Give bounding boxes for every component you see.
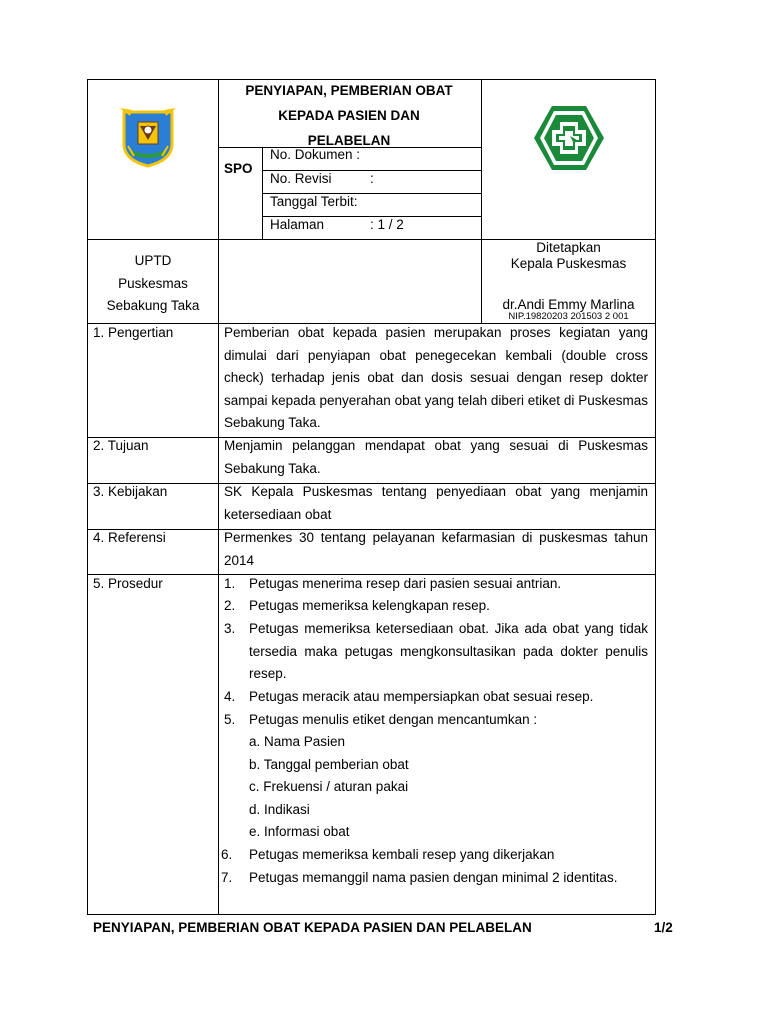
doc-number-label: No. Dokumen : — [270, 147, 361, 162]
page-value: : 1 / 2 — [370, 217, 404, 232]
step-text: Petugas menerima resep dari pasien sesuai antrian. — [249, 576, 562, 591]
step-text: Petugas memeriksa ketersediaan obat. Jika ada obat yang tidak tersedia maka petugas mengkonsultasikan pada dokter penulis resep. — [249, 621, 648, 682]
step-text: Petugas memeriksa kelengkapan resep. — [249, 598, 490, 613]
step-number: 4. — [224, 689, 236, 704]
puskesmas-logo-icon — [532, 104, 606, 172]
step-text: Petugas memanggil nama pasien dengan minimal 2 identitas. — [249, 870, 618, 885]
section-label-prosedur: 5. Prosedur — [93, 576, 163, 591]
revision-label: No. Revisi — [270, 171, 332, 186]
table-border-bottom — [87, 914, 656, 915]
section-text-referensi: Permenkes 30 tentang pelayanan kefarmasian di puskesmas tahun 2014 — [224, 530, 648, 568]
table-border-right — [655, 79, 656, 915]
footer-title: PENYIAPAN, PEMBERIAN OBAT KEPADA PASIEN DAN PELABELAN — [93, 920, 532, 935]
section-label-tujuan: 2. Tujuan — [93, 438, 149, 453]
unit-name: UPTD Puskesmas Sebakung Taka — [106, 253, 200, 314]
page-label: Halaman — [270, 217, 325, 232]
section-text-tujuan: Menjamin pelanggan mendapat obat yang sesuai di Puskesmas Sebakung Taka. — [224, 438, 648, 476]
issue-date-label: Tanggal Terbit: — [270, 194, 358, 209]
step-number: 5. — [224, 712, 236, 727]
approval-block: Ditetapkan Kepala Puskesmas — [510, 240, 627, 271]
step-text: Petugas menulis etiket dengan mencantumkan : — [249, 712, 538, 727]
step-number: 3. — [224, 621, 236, 636]
sub-item: b. Tanggal pemberian obat — [249, 757, 409, 772]
revision-colon: : — [370, 171, 374, 186]
approver-nip: NIP.19820203 201503 2 001 — [508, 311, 629, 322]
section-label-pengertian: 1. Pengertian — [93, 325, 174, 340]
step-number: 6. — [221, 847, 233, 862]
section-text-pengertian: Pemberian obat kepada pasien merupakan proses kegiatan yang dimulai dari penyiapan obat penegecekan kembali (double cross check) terhadap jenis obat dan dosis sesuai dengan resep dokter sampai kepada penyerahan obat yang telah diberi etiket di Puskesmas Sebakung Taka. — [224, 325, 648, 431]
approver-name: dr.Andi Emmy Marlina — [502, 297, 635, 312]
sub-item: e. Informasi obat — [249, 824, 350, 839]
table-border-left — [87, 79, 88, 915]
step-number: 7. — [221, 870, 233, 885]
step-text: Petugas meracik atau mempersiapkan obat sesuai resep. — [249, 689, 594, 704]
section-label-kebijakan: 3. Kebijakan — [93, 484, 168, 499]
header-right-divider — [481, 79, 482, 324]
regency-emblem-icon — [118, 106, 178, 168]
document-title: PENYIAPAN, PEMBERIAN OBAT KEPADA PASIEN DAN PELABELAN — [245, 83, 453, 148]
column-divider — [218, 79, 219, 915]
step-number: 2. — [224, 598, 236, 613]
step-text: Petugas memeriksa kembali resep yang dikerjakan — [249, 847, 555, 862]
sub-item: c. Frekuensi / aturan pakai — [249, 779, 409, 794]
spo-divider — [262, 147, 263, 240]
sub-item: a. Nama Pasien — [249, 734, 346, 749]
spo-label: SPO — [224, 161, 253, 176]
footer-page-number: 1/2 — [654, 920, 673, 935]
section-label-referensi: 4. Referensi — [93, 530, 166, 545]
section-text-kebijakan: SK Kepala Puskesmas tentang penyediaan obat yang menjamin ketersediaan obat — [224, 484, 648, 522]
sub-item: d. Indikasi — [249, 802, 310, 817]
step-number: 1. — [224, 576, 236, 591]
